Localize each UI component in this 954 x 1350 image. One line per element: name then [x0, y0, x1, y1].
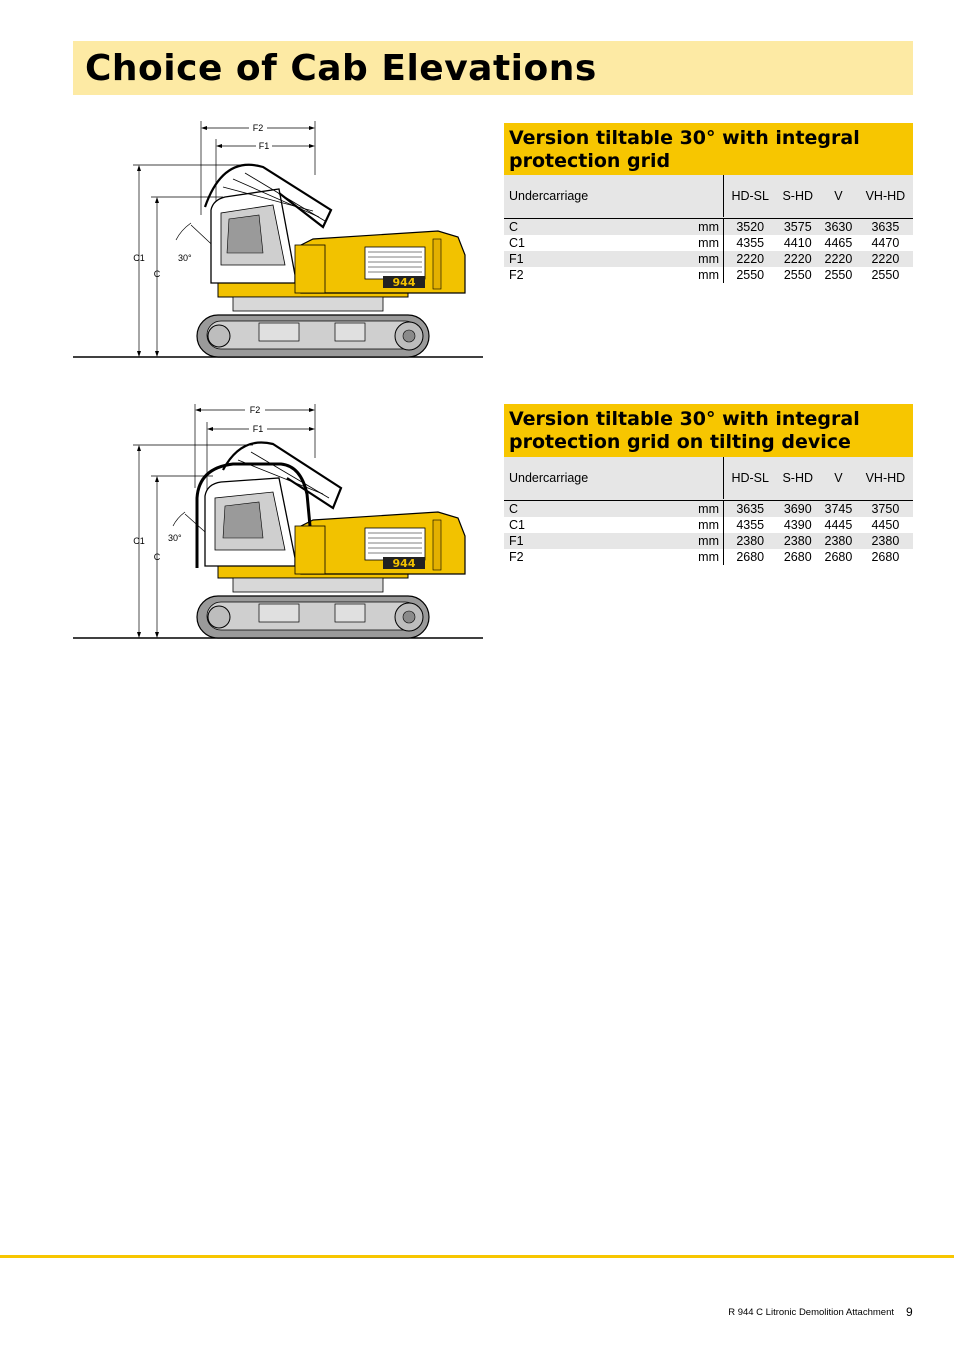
cell: 2680 [736, 550, 765, 564]
c1-label: C1 [133, 253, 145, 263]
cell: 2680 [783, 550, 812, 564]
header-undercarriage: Undercarriage [504, 457, 724, 499]
table-row [504, 533, 913, 549]
section-title-1: Version tiltable 30° with integral protection grid [509, 127, 860, 172]
cell: 4445 [824, 518, 853, 532]
cell: 4355 [736, 518, 765, 532]
row-unit: mm [671, 549, 724, 565]
cell: 4355 [736, 236, 765, 250]
cell: 3520 [724, 219, 777, 236]
row-label: C [504, 501, 671, 518]
table-row [504, 549, 913, 565]
footer-text: R 944 C Litronic Demolition Attachment [728, 1307, 894, 1318]
section-title-2: Version tiltable 30° with integral protection grid on tilting device [509, 408, 860, 453]
excavator-drawing-1 [73, 115, 483, 365]
page-number: 9 [906, 1305, 913, 1319]
cell: 4465 [824, 236, 853, 250]
track [197, 315, 429, 357]
f1-label: F1 [252, 424, 264, 434]
header-col: VH-HD [858, 457, 913, 499]
table-row [504, 235, 913, 251]
cell: 2680 [824, 550, 853, 564]
track [197, 596, 429, 638]
cell: 2380 [724, 533, 777, 549]
cell: 3635 [724, 501, 777, 518]
table-row [504, 267, 913, 283]
cell: 3750 [858, 501, 913, 518]
table-row [504, 517, 913, 533]
row-unit: mm [671, 219, 724, 236]
row-label: F1 [504, 251, 671, 267]
cell: 3630 [819, 219, 858, 236]
cab [205, 165, 331, 293]
cell: 2550 [871, 268, 900, 282]
cell: 4390 [783, 518, 812, 532]
cell: 2550 [783, 268, 812, 282]
row-label: F1 [504, 533, 671, 549]
header-col: S-HD [776, 457, 819, 499]
table-row [504, 501, 913, 518]
table-header-row [504, 175, 913, 217]
section-heading-2 [504, 404, 913, 457]
c-label: C [153, 552, 161, 562]
cell: 2380 [858, 533, 913, 549]
table-row [504, 219, 913, 236]
footer-rule [0, 1255, 954, 1258]
row-label: F2 [509, 268, 524, 282]
cell: 3690 [776, 501, 819, 518]
table-row [504, 251, 913, 267]
cell: 2220 [819, 251, 858, 267]
model-number: 944 [392, 557, 416, 570]
angle-label: 30° [178, 253, 192, 263]
cell: 2220 [724, 251, 777, 267]
header-col: VH-HD [858, 175, 913, 217]
row-unit: mm [671, 235, 724, 251]
cell: 2380 [819, 533, 858, 549]
c-label: C [153, 269, 161, 279]
cell: 4470 [871, 236, 900, 250]
excavator-drawing-2 [73, 398, 483, 648]
row-label: F2 [509, 550, 524, 564]
title-bar [73, 41, 913, 95]
angle-label: 30° [168, 533, 182, 543]
header-col: V [819, 175, 858, 217]
cab [197, 442, 341, 574]
spec-table-1 [504, 175, 913, 283]
model-number: 944 [392, 276, 416, 289]
table-header-row [504, 457, 913, 499]
cell: 2550 [824, 268, 853, 282]
cell: 4410 [783, 236, 812, 250]
spec-table-2 [504, 457, 913, 565]
row-label: C [504, 219, 671, 236]
page-title: Choice of Cab Elevations [85, 48, 597, 89]
f2-label: F2 [249, 405, 261, 415]
row-label: C1 [509, 518, 525, 532]
row-unit: mm [671, 501, 724, 518]
header-col: HD-SL [724, 175, 777, 217]
cell: 4450 [871, 518, 900, 532]
row-unit: mm [671, 251, 724, 267]
header-undercarriage: Undercarriage [504, 175, 724, 217]
row-unit: mm [671, 267, 724, 283]
cell: 2220 [776, 251, 819, 267]
row-unit: mm [671, 517, 724, 533]
cell: 3575 [776, 219, 819, 236]
cell: 3745 [819, 501, 858, 518]
section-heading-1 [504, 123, 913, 175]
cell: 2220 [858, 251, 913, 267]
cell: 3635 [858, 219, 913, 236]
header-col: S-HD [776, 175, 819, 217]
header-col: HD-SL [724, 457, 777, 499]
row-unit: mm [671, 533, 724, 549]
cell: 2550 [736, 268, 765, 282]
c1-label: C1 [133, 536, 145, 546]
f2-label: F2 [252, 123, 264, 133]
f1-label: F1 [258, 141, 270, 151]
row-label: C1 [509, 236, 525, 250]
header-col: V [819, 457, 858, 499]
cell: 2680 [871, 550, 900, 564]
cell: 2380 [776, 533, 819, 549]
